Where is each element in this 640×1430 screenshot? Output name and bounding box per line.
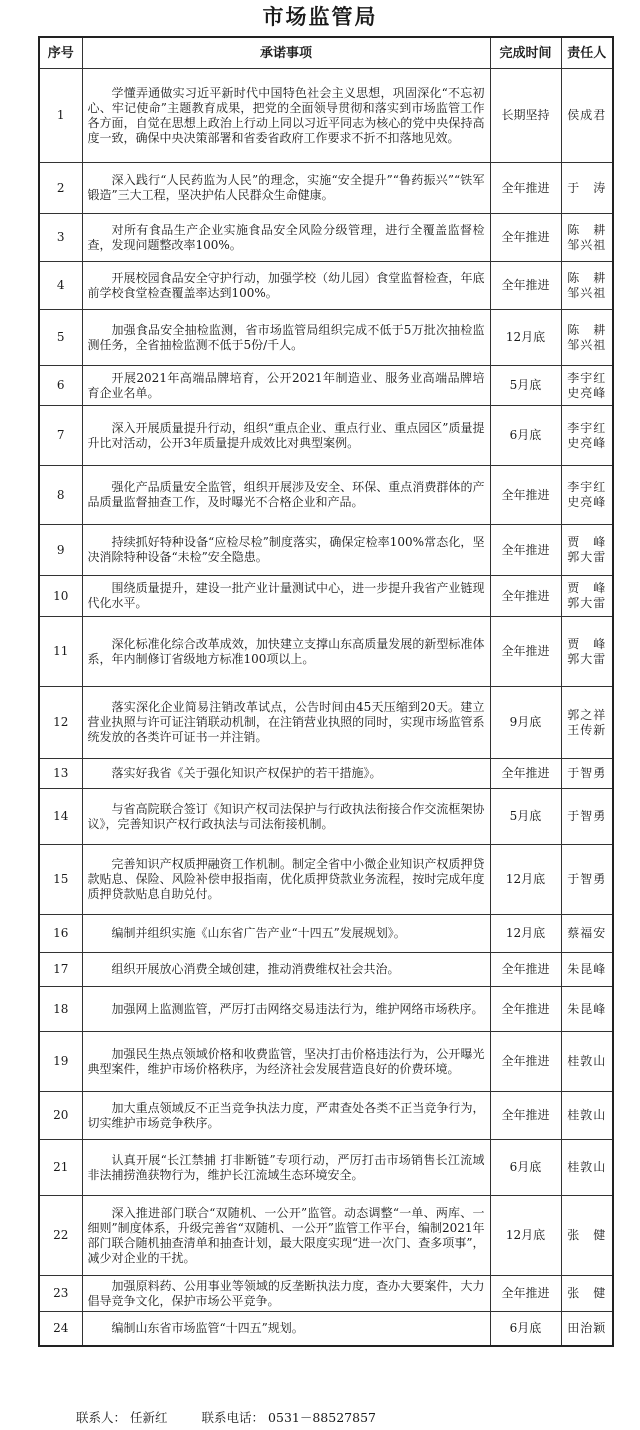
completion-time: 9月底 — [490, 687, 561, 759]
commitment-item: 深入推进部门联合“双随机、一公开”监管。动态调整“一单、两库、一细则”制度体系，升级完善省“双随机、一公开”监管工作平台，编制2021年部门联合随机抽查清单和抽查计划，最大限度实现“进一次门、查多项事”，减少对企业的干扰。 — [82, 1196, 490, 1276]
table-body — [39, 69, 613, 1346]
row-number: 6 — [39, 366, 82, 406]
responsible-person: 邹兴祖 — [567, 337, 607, 352]
row-number: 7 — [39, 406, 82, 466]
responsible-person: 侯成君 — [567, 108, 607, 122]
row-number: 8 — [39, 466, 82, 525]
responsible-person-cell — [561, 214, 613, 262]
commitment-item: 深入践行“人民药监为人民”的理念，实施“安全提升”“鲁药振兴”“铁军锻造”三大工程，坚决护佑人民群众生命健康。 — [82, 163, 490, 214]
phone-number: 0531－88527857 — [268, 1410, 376, 1425]
completion-time: 全年推进 — [490, 759, 561, 789]
page-title: 市场监管局 — [262, 5, 378, 29]
responsible-person: 郭大雷 — [567, 550, 607, 564]
row-number: 18 — [39, 987, 82, 1032]
commitment-item: 编制并组织实施《山东省广告产业“十四五”发展规划》。 — [82, 915, 490, 953]
responsible-person: 陈 耕 — [567, 222, 607, 237]
responsible-person: 桂敦山 — [567, 1160, 607, 1174]
commitment-item: 加强民生热点领域价格和收费监管，坚决打击价格违法行为，公开曝光典型案件，维护市场价格秩序，为经济社会发展营造良好的价费环境。 — [82, 1032, 490, 1092]
commitment-item: 围绕质量提升，建设一批产业计量测试中心，进一步提升我省产业链现代化水平。 — [82, 576, 490, 617]
responsible-person: 史亮峰 — [567, 495, 607, 509]
table-row — [39, 845, 613, 915]
row-number: 10 — [39, 576, 82, 617]
responsible-person: 邹兴祖 — [567, 237, 607, 252]
completion-time: 全年推进 — [490, 163, 561, 214]
table-row — [39, 915, 613, 953]
responsible-person-cell — [561, 687, 613, 759]
completion-time: 全年推进 — [490, 525, 561, 576]
commitment-item: 落实好我省《关于强化知识产权保护的若干措施》。 — [82, 759, 490, 789]
commitment-item: 持续抓好特种设备“应检尽检”制度落实，确保定检率100%常态化，坚决消除特种设备“未检”安全隐患。 — [82, 525, 490, 576]
responsible-person-cell — [561, 525, 613, 576]
responsible-person: 田治颖 — [567, 1320, 607, 1335]
responsible-person-cell — [561, 262, 613, 310]
responsible-person: 于智勇 — [567, 872, 607, 886]
row-number: 14 — [39, 789, 82, 845]
completion-time: 12月底 — [490, 845, 561, 915]
completion-time: 12月底 — [490, 915, 561, 953]
column-header-item: 承诺事项 — [82, 37, 490, 69]
table-row — [39, 1032, 613, 1092]
commitment-item: 编制山东省市场监管“十四五”规划。 — [82, 1312, 490, 1346]
table-row — [39, 466, 613, 525]
completion-time: 全年推进 — [490, 214, 561, 262]
responsible-person: 于 涛 — [567, 180, 607, 195]
table-header-row — [39, 37, 613, 69]
completion-time: 全年推进 — [490, 617, 561, 687]
row-number: 15 — [39, 845, 82, 915]
row-number: 17 — [39, 953, 82, 987]
row-number: 11 — [39, 617, 82, 687]
table-row — [39, 1092, 613, 1140]
row-number: 16 — [39, 915, 82, 953]
row-number: 20 — [39, 1092, 82, 1140]
completion-time: 全年推进 — [490, 466, 561, 525]
responsible-person: 贾 峰 — [567, 581, 607, 595]
responsible-person: 陈 耕 — [567, 270, 607, 285]
commitment-item: 深入开展质量提升行动，组织“重点企业、重点行业、重点园区”质量提升比对活动，公开3年质量提升成效比对典型案例。 — [82, 406, 490, 466]
contact-footer — [76, 1409, 380, 1427]
responsible-person-cell — [561, 1092, 613, 1140]
phone-label: 联系电话： — [201, 1410, 265, 1425]
responsible-person-cell — [561, 406, 613, 466]
responsible-person-cell — [561, 366, 613, 406]
table-row — [39, 406, 613, 466]
column-header-time: 完成时间 — [490, 37, 561, 69]
completion-time: 全年推进 — [490, 1032, 561, 1092]
completion-time: 5月底 — [490, 789, 561, 845]
responsible-person: 贾 峰 — [567, 636, 607, 651]
responsible-person: 李宇红 — [567, 480, 607, 494]
row-number: 1 — [39, 69, 82, 163]
row-number: 24 — [39, 1312, 82, 1346]
responsible-person-cell — [561, 759, 613, 789]
commitment-item: 落实深化企业简易注销改革试点，公告时间由45天压缩到20天。建立营业执照与许可证注销联动机制，在注销营业执照的同时，实现市场监管系统发放的各类许可证书一并注销。 — [82, 687, 490, 759]
responsible-person: 张 健 — [567, 1286, 607, 1300]
responsible-person: 李宇红 — [567, 370, 607, 385]
row-number: 12 — [39, 687, 82, 759]
commitment-item: 加大重点领域反不正当竞争执法力度，严肃查处各类不正当竞争行为，切实维护市场竞争秩序。 — [82, 1092, 490, 1140]
completion-time: 全年推进 — [490, 576, 561, 617]
responsible-person-cell — [561, 310, 613, 366]
completion-time: 全年推进 — [490, 987, 561, 1032]
responsible-person-cell — [561, 915, 613, 953]
table-row — [39, 1312, 613, 1346]
table-row — [39, 1276, 613, 1312]
table-row — [39, 789, 613, 845]
responsible-person: 史亮峰 — [567, 435, 607, 450]
row-number: 4 — [39, 262, 82, 310]
table-row — [39, 366, 613, 406]
commitment-item: 开展2021年高端品牌培育，公开2021年制造业、服务业高端品牌培育企业名单。 — [82, 366, 490, 406]
responsible-person-cell — [561, 617, 613, 687]
row-number: 23 — [39, 1276, 82, 1312]
responsible-person: 朱昆峰 — [567, 962, 607, 976]
row-number: 13 — [39, 759, 82, 789]
completion-time: 全年推进 — [490, 953, 561, 987]
responsible-person: 桂敦山 — [567, 1054, 607, 1068]
responsible-person: 于智勇 — [567, 766, 607, 780]
row-number: 5 — [39, 310, 82, 366]
commitment-item: 加强食品安全抽检监测，省市场监管局组织完成不低于5万批次抽检监测任务，全省抽检监测不低于5份/千人。 — [82, 310, 490, 366]
responsible-person: 于智勇 — [567, 809, 607, 823]
completion-time: 6月底 — [490, 1140, 561, 1196]
commitment-item: 认真开展“长江禁捕 打非断链”专项行动，严厉打击市场销售长江流域非法捕捞渔获物行为，维护长江流域生态环境安全。 — [82, 1140, 490, 1196]
commitment-item: 学懂弄通做实习近平新时代中国特色社会主义思想，巩固深化“不忘初心、牢记使命”主题教育成果，把党的全面领导贯彻和落实到市场监管工作各方面，自觉在思想上政治上行动上同以习近平同志为核心的党中央保持高度一致，确保中央决策部署和省委省政府工作要求不折不扣落地见效。 — [82, 69, 490, 163]
row-number: 2 — [39, 163, 82, 214]
commitment-item: 对所有食品生产企业实施食品安全风险分级管理，进行全覆盖监督检查，发现问题整改率100%。 — [82, 214, 490, 262]
completion-time: 6月底 — [490, 1312, 561, 1346]
table-row — [39, 687, 613, 759]
responsible-person-cell — [561, 1032, 613, 1092]
commitment-item: 深化标准化综合改革成效，加快建立支撑山东高质量发展的新型标准体系，年内制修订省级地方标准100项以上。 — [82, 617, 490, 687]
column-header-no: 序号 — [39, 37, 82, 69]
completion-time: 长期坚持 — [490, 69, 561, 163]
completion-time: 12月底 — [490, 310, 561, 366]
responsible-person-cell — [561, 69, 613, 163]
responsible-person: 郭之祥 — [567, 707, 607, 722]
table-row — [39, 214, 613, 262]
row-number: 3 — [39, 214, 82, 262]
responsible-person-cell — [561, 163, 613, 214]
responsible-person: 王传新 — [567, 722, 607, 737]
table-row — [39, 987, 613, 1032]
commitment-item: 组织开展放心消费全域创建，推动消费维权社会共治。 — [82, 953, 490, 987]
table-row — [39, 163, 613, 214]
responsible-person: 李宇红 — [567, 420, 607, 435]
responsible-person: 史亮峰 — [567, 385, 607, 400]
table-row — [39, 576, 613, 617]
table-row — [39, 262, 613, 310]
responsible-person: 郭大雷 — [567, 596, 607, 610]
commitment-item: 完善知识产权质押融资工作机制。制定全省中小微企业知识产权质押贷款贴息、保险、风险补偿申报指南，优化质押贷款业务流程，按时完成年度质押贷款贴息自助兑付。 — [82, 845, 490, 915]
completion-time: 12月底 — [490, 1196, 561, 1276]
completion-time: 全年推进 — [490, 1092, 561, 1140]
table-row — [39, 617, 613, 687]
row-number: 21 — [39, 1140, 82, 1196]
commitment-item: 开展校园食品安全守护行动，加强学校（幼儿园）食堂监督检查，年底前学校食堂检查覆盖率达到100%。 — [82, 262, 490, 310]
responsible-person: 陈 耕 — [567, 322, 607, 337]
table-row — [39, 69, 613, 163]
completion-time: 全年推进 — [490, 1276, 561, 1312]
responsible-person-cell — [561, 789, 613, 845]
contact-label: 联系人： — [76, 1410, 127, 1425]
row-number: 19 — [39, 1032, 82, 1092]
table-row — [39, 759, 613, 789]
responsible-person-cell — [561, 845, 613, 915]
contact-name: 任新红 — [130, 1410, 168, 1425]
responsible-person: 郭大雷 — [567, 651, 607, 666]
responsible-person-cell — [561, 1276, 613, 1312]
responsible-person-cell — [561, 576, 613, 617]
row-number: 22 — [39, 1196, 82, 1276]
responsible-person: 贾 峰 — [567, 535, 607, 549]
responsible-person-cell — [561, 987, 613, 1032]
responsible-person: 桂敦山 — [567, 1108, 607, 1122]
table-row — [39, 1196, 613, 1276]
commitment-item: 加强网上监测监管，严厉打击网络交易违法行为，维护网络市场秩序。 — [82, 987, 490, 1032]
completion-time: 5月底 — [490, 366, 561, 406]
responsible-person: 朱昆峰 — [567, 1001, 607, 1016]
table-row — [39, 1140, 613, 1196]
commitment-item: 加强原料药、公用事业等领域的反垄断执法力度，查办大要案件，大力倡导竞争文化，保护市场公平竞争。 — [82, 1276, 490, 1312]
column-header-person: 责任人 — [561, 37, 613, 69]
row-number: 9 — [39, 525, 82, 576]
responsible-person: 蔡福安 — [567, 926, 607, 940]
completion-time: 全年推进 — [490, 262, 561, 310]
responsible-person: 张 健 — [567, 1228, 607, 1242]
responsible-person-cell — [561, 953, 613, 987]
table-row — [39, 310, 613, 366]
responsible-person-cell — [561, 1312, 613, 1346]
commitments-table — [38, 36, 614, 1347]
table-row — [39, 953, 613, 987]
completion-time: 6月底 — [490, 406, 561, 466]
table-row — [39, 525, 613, 576]
responsible-person: 邹兴祖 — [567, 285, 607, 300]
commitment-item: 强化产品质量安全监管，组织开展涉及安全、环保、重点消费群体的产品质量监督抽查工作，及时曝光不合格企业和产品。 — [82, 466, 490, 525]
responsible-person-cell — [561, 1196, 613, 1276]
responsible-person-cell — [561, 1140, 613, 1196]
responsible-person-cell — [561, 466, 613, 525]
commitment-item: 与省高院联合签订《知识产权司法保护与行政执法衔接合作交流框架协议》，完善知识产权行政执法与司法衔接机制。 — [82, 789, 490, 845]
